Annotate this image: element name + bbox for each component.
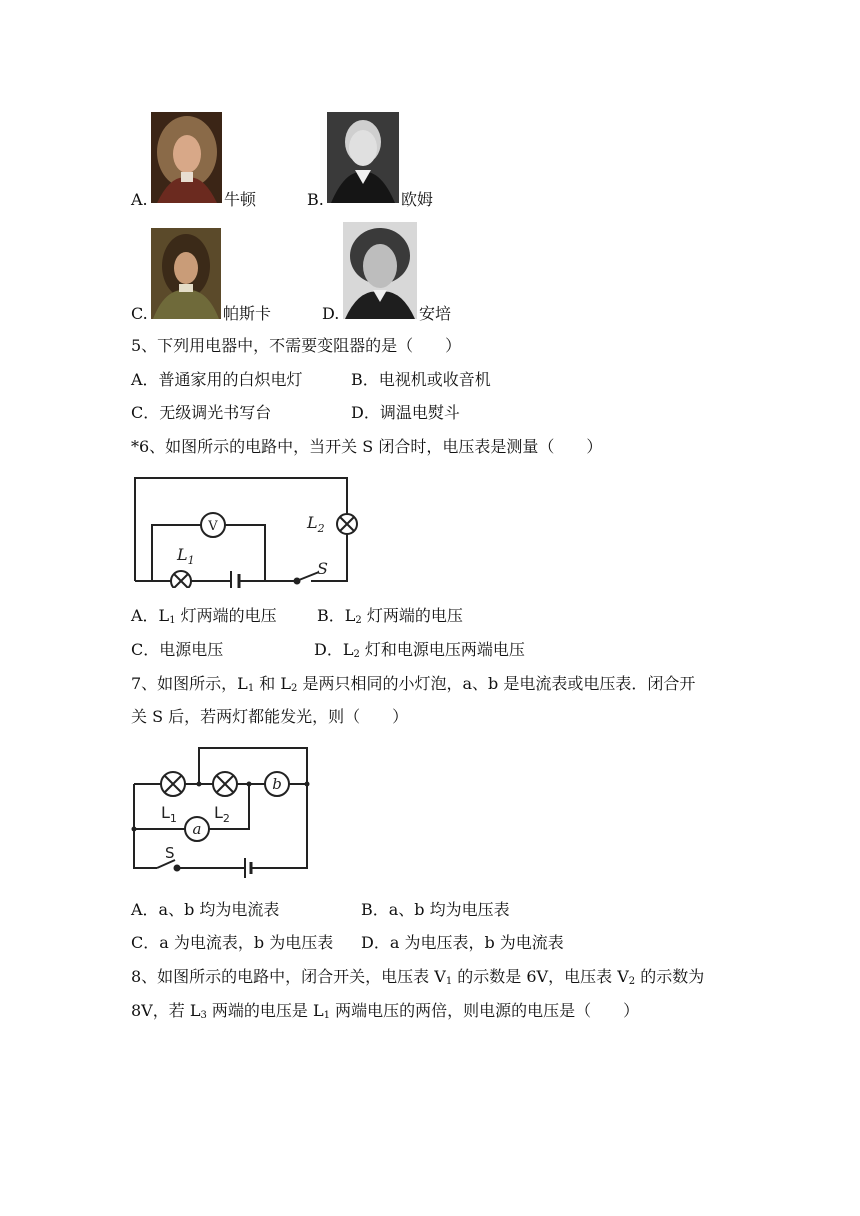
circuit-diagram-q7: [127, 744, 312, 884]
question-stem-line2: 8V，若 $L_3$ 两端的电压是 $L_1$ 两端电压的两倍，则电源的电压是（ ）: [131, 1001, 640, 1021]
lamp2-subscript: 2: [317, 522, 325, 535]
question-stem-line2: 关 S 后，若两灯都能发光，则（ ）: [131, 707, 409, 726]
switch-label: S: [165, 844, 175, 862]
option-name: 牛顿: [224, 190, 257, 209]
switch-label: S: [317, 559, 328, 578]
lamp2-label: L: [214, 803, 223, 822]
ampere-portrait: [343, 222, 417, 319]
option-b: B．a、b 均为电压表: [361, 900, 510, 919]
newton-portrait: [151, 112, 222, 203]
ohm-portrait: [327, 112, 399, 203]
voltmeter-label: V: [208, 519, 218, 534]
lamp2-label: L: [307, 513, 318, 532]
option-name: 安培: [419, 304, 452, 323]
option-c: C．无级调光书写台: [131, 403, 272, 422]
option-d: D．调温电熨斗: [351, 403, 460, 422]
option-a: A．a、b 均为电流表: [131, 900, 280, 919]
option-letter: A.: [131, 190, 148, 209]
circuit-diagram-q6: [125, 470, 360, 588]
lamp1-subscript: 1: [169, 812, 177, 825]
option-letter: B.: [307, 190, 324, 209]
lamp1-label: L: [177, 545, 188, 564]
lamp1-subscript: 1: [187, 554, 195, 567]
question-stem: 5、下列用电器中，不需要变阻器的是（ ）: [131, 336, 462, 355]
option-a: A．普通家用的白炽电灯: [131, 370, 303, 389]
question-stem-line1: 8、如图所示的电路中，闭合开关，电压表 $V_1$ 的示数是 6V，电压表 $V_2$ 的示数为: [131, 967, 705, 987]
svg-text:L1: [161, 803, 177, 825]
option-letter: C.: [131, 304, 148, 323]
option-b: B．$L_2$ 灯两端的电压: [317, 606, 463, 626]
option-d: D．a 为电压表，b 为电流表: [361, 933, 564, 952]
question-stem: *6、如图所示的电路中，当开关 S 闭合时，电压表是测量（ ）: [131, 437, 603, 456]
question-stem-line1: 7、如图所示，$L_1$ 和 $L_2$ 是两只相同的小灯泡，a、b 是电流表或电压表．闭合开: [131, 674, 696, 694]
pascal-portrait: [151, 228, 221, 319]
svg-text:L1: [176, 545, 195, 567]
lamp2-subscript: 2: [222, 812, 230, 825]
option-name: 帕斯卡: [223, 304, 272, 323]
option-c: C．电源电压: [131, 640, 224, 659]
meter-a-label: a: [192, 820, 202, 838]
lamp1-label: L: [161, 803, 170, 822]
option-c: C．a 为电流表，b 为电压表: [131, 933, 334, 952]
option-letter: D.: [322, 304, 340, 323]
option-d: D．$L_2$ 灯和电源电压两端电压: [314, 640, 525, 660]
svg-text:L2: [214, 803, 230, 825]
option-a: A．$L_1$ 灯两端的电压: [131, 606, 277, 626]
option-name: 欧姆: [401, 190, 434, 209]
meter-b-label: b: [272, 775, 282, 793]
svg-text:L2: [306, 513, 325, 535]
option-b: B．电视机或收音机: [351, 370, 491, 389]
